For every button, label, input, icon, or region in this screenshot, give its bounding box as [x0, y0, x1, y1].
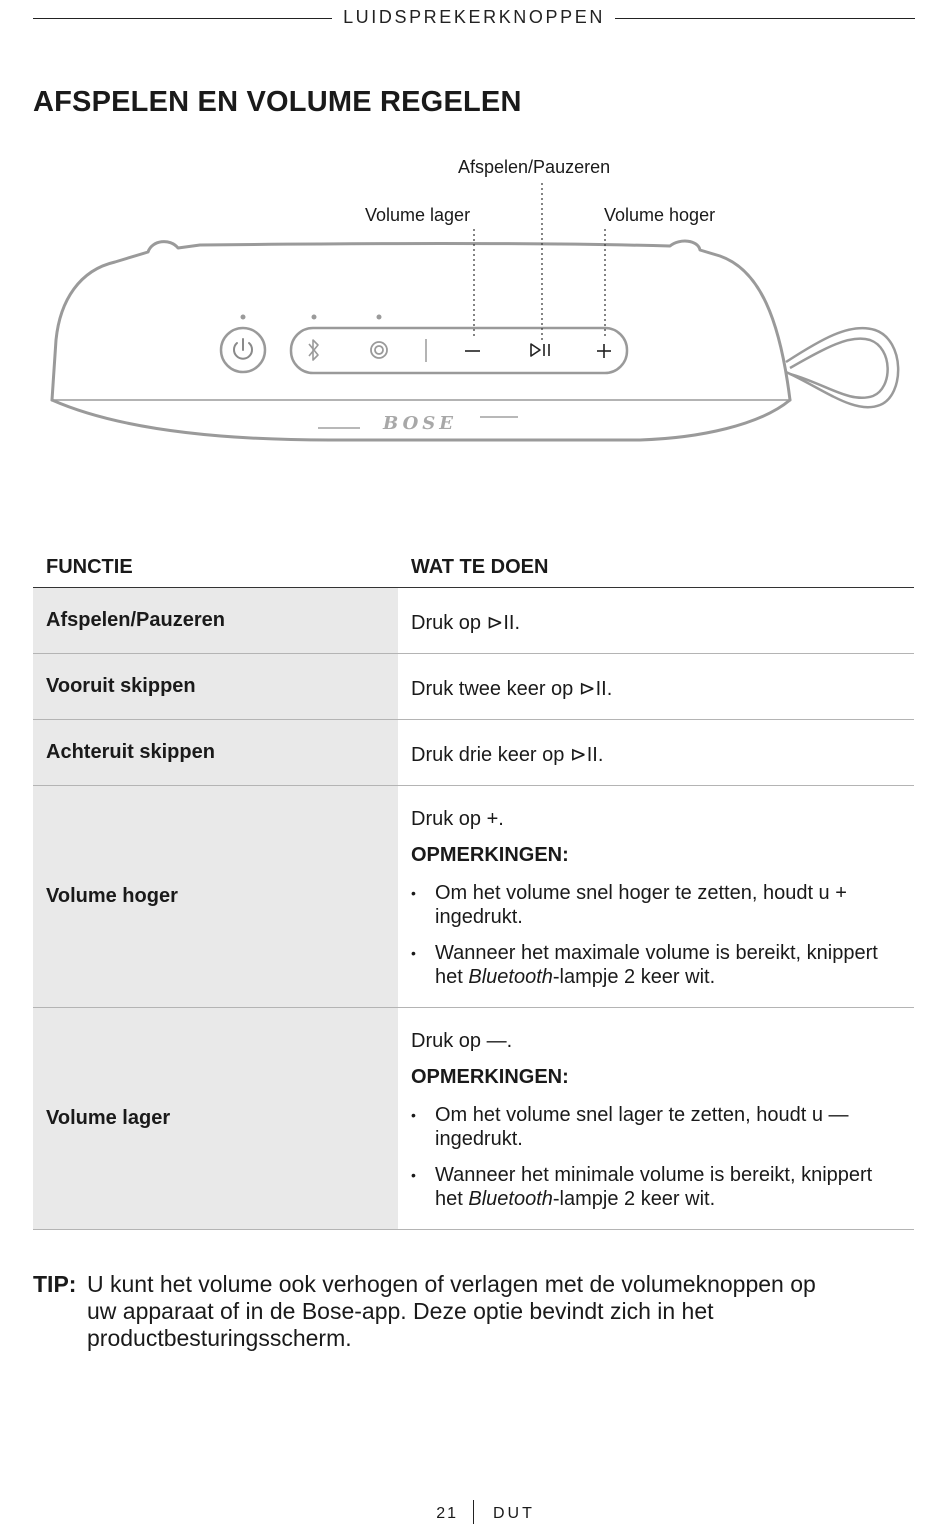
svg-text:BOSE: BOSE	[383, 413, 457, 434]
table-row	[33, 588, 914, 654]
row-action: Druk drie keer op ⊳II.	[411, 744, 604, 766]
header-function: FUNCTIE	[46, 556, 133, 578]
notes-label: OPMERKINGEN:	[411, 844, 569, 866]
action-icon	[371, 342, 387, 358]
header-action: WAT TE DOEN	[411, 556, 549, 578]
table-row	[33, 654, 914, 720]
power-indicator-dot	[241, 315, 246, 320]
play-pause-icon	[531, 344, 549, 356]
tip-label: TIP:	[33, 1271, 77, 1297]
button-panel	[291, 328, 627, 373]
row-function: Vooruit skippen	[46, 675, 196, 697]
row-action: Druk twee keer op ⊳II.	[411, 678, 613, 700]
page-footer	[0, 1500, 950, 1530]
page-title: AFSPELEN EN VOLUME REGELEN	[33, 86, 522, 118]
plus-icon	[597, 344, 611, 358]
table-row	[33, 720, 914, 786]
notes-label: OPMERKINGEN:	[411, 1066, 569, 1088]
row-function: Afspelen/Pauzeren	[46, 609, 225, 631]
page-number: 21	[436, 1505, 458, 1522]
section-title: LUIDSPREKERKNOPPEN	[343, 7, 605, 27]
bose-logo	[318, 413, 518, 434]
bluetooth-indicator-dot	[312, 315, 317, 320]
action-indicator-dot	[377, 315, 382, 320]
callout-volume-up: Volume hoger	[604, 205, 716, 225]
row-action: Druk op +.	[411, 808, 504, 830]
table-row: Volume hoger Druk op +. OPMERKINGEN: • Om het volume snel hoger te zetten, houdt u + ingedrukt. • Wanneer het maximale volume is bereikt, knippert het Bluetooth-lampje 2 keer wit.	[33, 786, 914, 1008]
row-function: Achteruit skippen	[46, 741, 215, 763]
bluetooth-icon	[309, 340, 318, 360]
table-header	[33, 548, 914, 588]
speaker-body	[52, 241, 790, 440]
carry-loop	[786, 328, 898, 407]
row-action: Druk op ⊳II.	[411, 612, 521, 634]
function-table	[33, 548, 914, 1230]
row-function: Volume lager	[46, 1107, 171, 1129]
row-action: Druk op —.	[411, 1030, 513, 1052]
callout-leaders	[474, 183, 605, 340]
power-icon	[234, 339, 252, 359]
footer-divider	[473, 1500, 474, 1524]
language-code: DUT	[493, 1505, 535, 1522]
tip-text: U kunt het volume ook verhogen of verlagen met de volumeknoppen op uw apparaat of in de Bose-app. Deze optie bevindt zich in het productbesturingsscherm.	[87, 1271, 816, 1351]
callout-volume-down: Volume lager	[365, 205, 471, 225]
speaker-diagram	[0, 0, 950, 470]
table-row: Volume lager Druk op —. OPMERKINGEN: • Om het volume snel lager te zetten, houdt u — ingedrukt. • Wanneer het minimale volume is bereikt, knippert het Bluetooth-lampje 2 keer wit.	[33, 1008, 914, 1230]
row-function: Volume hoger	[46, 885, 178, 907]
callout-play-pause: Afspelen/Pauzeren	[458, 157, 611, 177]
